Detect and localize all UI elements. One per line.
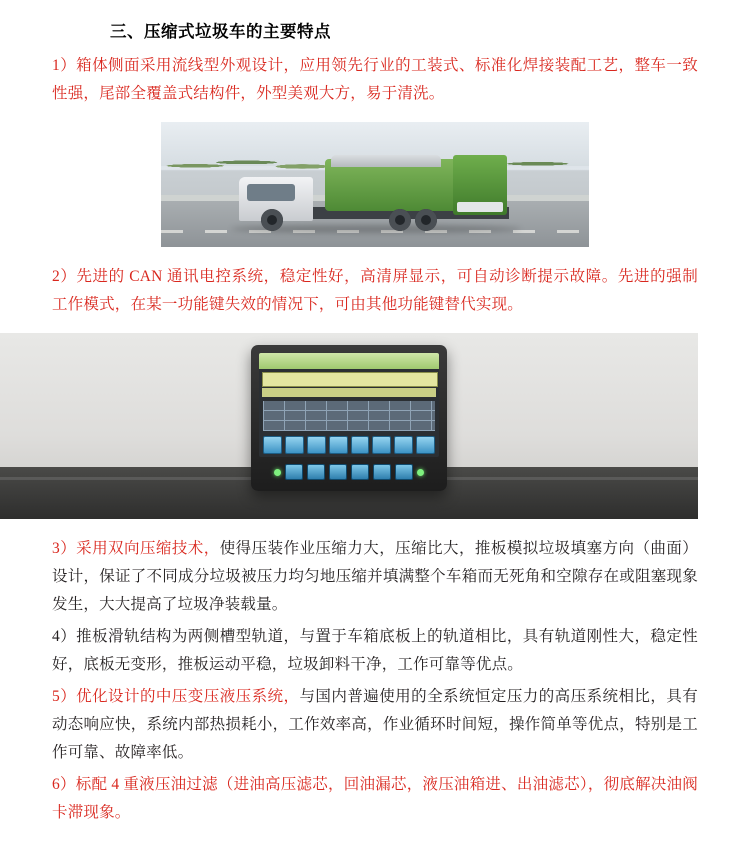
- screen-icon-3: [307, 436, 326, 454]
- screen-icon-7: [394, 436, 413, 454]
- screen-icon-6: [372, 436, 391, 454]
- paragraph-3: [52, 535, 698, 619]
- paragraph-5: [52, 683, 698, 767]
- paragraph-1: 1）箱体侧面采用流线型外观设计，应用领先行业的工装式、标准化焊接装配工艺，整车一致性强，尾部全覆盖式结构件，外型美观大方，易于清洗。: [52, 57, 698, 102]
- screen-icon-5: [351, 436, 370, 454]
- figure-garbage-truck: [52, 122, 698, 247]
- truck-body-top: [331, 155, 441, 167]
- status-led-icon: [417, 469, 424, 476]
- screen-icon-8: [416, 436, 435, 454]
- screen-secondary-band: [262, 388, 436, 397]
- screen-icon-1: [263, 436, 282, 454]
- truck-tailgate: [453, 155, 507, 215]
- can-control-panel-photo: [0, 333, 698, 519]
- page-title: 三、压缩式垃圾车的主要特点: [110, 23, 331, 41]
- panel-button-3: [329, 464, 347, 480]
- panel-button-2: [307, 464, 325, 480]
- screen-data-grid: [263, 401, 435, 431]
- paragraph-5-black: 与国内普遍使用的全系统恒定压力的高压系统相比，具有动态响应快，系统内部热损耗小，工作效率高，作业循环时间短，操作简单等优点，特别是工作可靠、故障率低。: [52, 688, 698, 761]
- panel-monitor: [251, 345, 447, 491]
- figure-control-panel: [52, 333, 698, 519]
- panel-button-row: [259, 462, 439, 482]
- screen-icon-4: [329, 436, 348, 454]
- screen-title-bar: [259, 353, 439, 369]
- panel-button-4: [351, 464, 369, 480]
- paragraph-5-red: 5）优化设计的中压变压液压系统，: [52, 688, 300, 705]
- panel-button-1: [285, 464, 303, 480]
- paragraph-3-red: 3）采用双向压缩技术，: [52, 540, 220, 557]
- paragraph-3-black: 使得压装作业压缩力大，压缩比大，推板模拟垃圾填塞方向（曲面）设计，保证了不同成分垃圾被压力均匀地压缩并填满整个车箱而无死角和空隙存在或阻塞现象发生，大大提高了垃圾净装载量。: [52, 540, 698, 613]
- garbage-truck-photo: [161, 122, 589, 247]
- panel-button-5: [373, 464, 391, 480]
- truck-wheel-rear-2: [415, 209, 437, 231]
- paragraph-2: 2）先进的 CAN 通讯电控系统，稳定性好，高清屏显示，可自动诊断提示故障。先进的强制工作模式，在某一功能键失效的情况下，可由其他功能键替代实现。: [52, 268, 698, 313]
- power-led-icon: [274, 469, 281, 476]
- truck-wheel-front: [261, 209, 283, 231]
- screen-icon-row: [263, 436, 435, 454]
- paragraph-6: 6）标配 4 重液压油过滤（进油高压滤芯，回油漏芯，液压油箱进、出油滤芯），彻底解决油阀卡滞现象。: [52, 776, 698, 821]
- panel-button-6: [395, 464, 413, 480]
- paragraph-4: 4）推板滑轨结构为两侧槽型轨道，与置于车箱底板上的轨道相比，具有轨道刚性大，稳定性好，底板无变形，推板运动平稳，垃圾卸料干净，工作可靠等优点。: [52, 628, 698, 673]
- panel-screen: [259, 353, 439, 457]
- truck-wheel-rear-1: [389, 209, 411, 231]
- screen-icon-2: [285, 436, 304, 454]
- screen-status-band: [262, 372, 438, 387]
- photo-truck-body: [239, 151, 511, 229]
